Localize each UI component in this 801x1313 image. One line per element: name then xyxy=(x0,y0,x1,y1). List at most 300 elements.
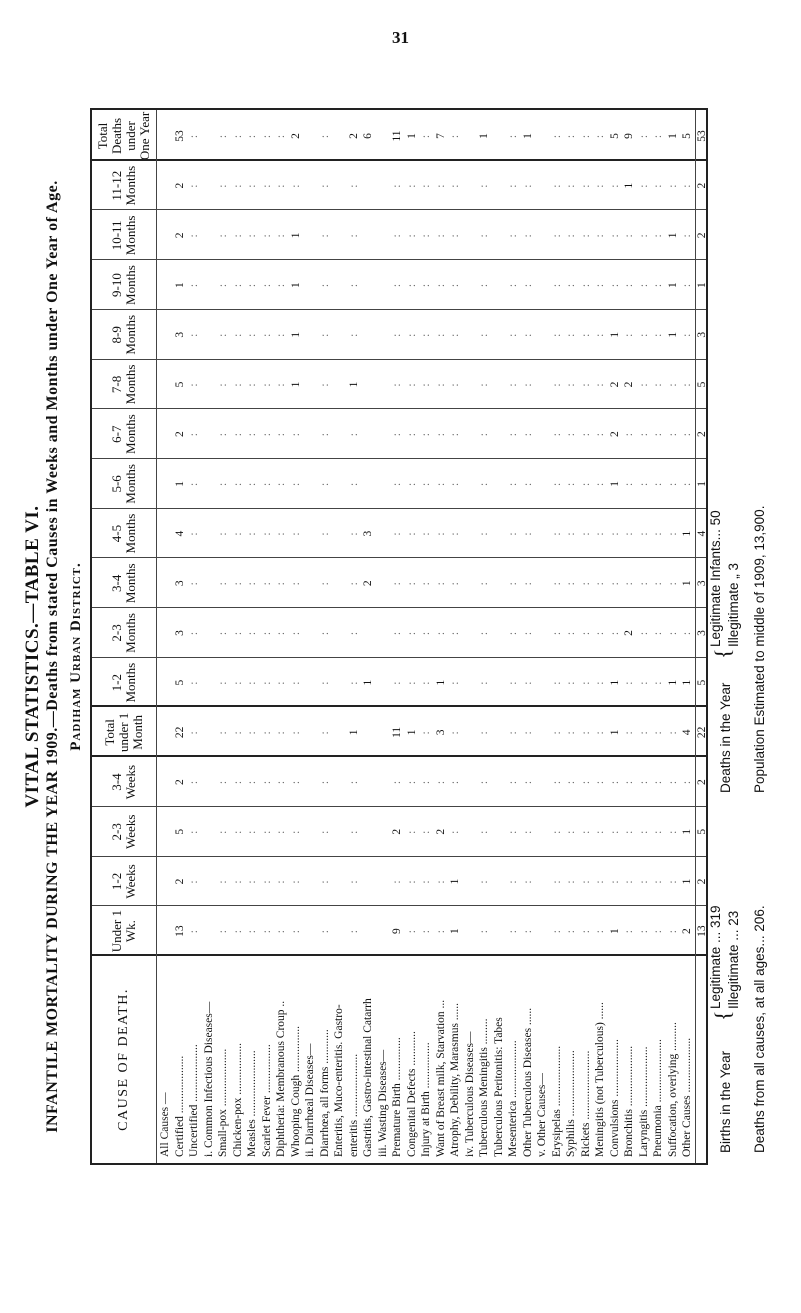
table-cell xyxy=(202,807,217,857)
cause-label: Tuberculous Meningitis ......... xyxy=(478,1018,490,1157)
table-cell: : xyxy=(637,829,650,834)
table-cell: : xyxy=(188,779,200,785)
table-cell: : xyxy=(652,779,664,785)
table-cell: : xyxy=(260,581,273,586)
table-cell xyxy=(332,459,347,509)
table-cell: 1 xyxy=(695,282,708,288)
table-cell xyxy=(463,608,478,658)
table-cell: : xyxy=(231,432,244,437)
table-cell: : xyxy=(275,829,287,834)
table-cell: : xyxy=(217,282,229,288)
deaths-brace: { xyxy=(710,648,735,659)
table-cell: : xyxy=(608,531,621,536)
table-cell: : xyxy=(594,432,606,437)
table-cell: : xyxy=(318,680,331,685)
table-cell: : xyxy=(434,630,447,636)
table-cell: 1 xyxy=(173,480,186,487)
column-divider xyxy=(92,557,706,558)
table-row xyxy=(637,110,652,1163)
table-cell: 5 xyxy=(173,679,186,686)
table-cell xyxy=(376,260,391,310)
table-cell xyxy=(202,409,217,459)
table-cell xyxy=(158,310,173,360)
table-cell: : xyxy=(521,779,534,785)
table-cell: : xyxy=(594,531,606,536)
table-cell: : xyxy=(594,481,606,486)
table-cell: : xyxy=(478,183,490,188)
table-cell: : xyxy=(478,929,490,934)
table-cell: : xyxy=(246,282,258,288)
table-cell: : xyxy=(289,481,302,486)
table-cell xyxy=(332,161,347,211)
table-cell xyxy=(332,658,347,708)
table-cell xyxy=(202,608,217,658)
column-divider xyxy=(92,159,706,161)
table-cell: : xyxy=(550,382,563,387)
table-cell: : xyxy=(449,829,461,834)
table-cell: : xyxy=(449,581,461,586)
table-cell: : xyxy=(420,581,432,586)
table-cell: 1 xyxy=(681,580,693,587)
table-cell: : xyxy=(217,382,229,387)
table-cell: : xyxy=(507,779,519,785)
table-cell: : xyxy=(550,730,563,735)
table-cell: : xyxy=(579,829,592,834)
table-cell: : xyxy=(507,929,519,934)
table-cell xyxy=(158,757,173,807)
table-cell: : xyxy=(318,630,331,636)
table-cell: 2 xyxy=(681,928,693,935)
table-cell: : xyxy=(521,829,534,834)
table-cell: 1 xyxy=(681,828,693,835)
table-cell: : xyxy=(594,183,606,188)
table-cell: : xyxy=(246,332,258,337)
table-cell: : xyxy=(405,929,418,934)
table-cell xyxy=(158,409,173,459)
table-cell: 2 xyxy=(695,232,708,239)
table-cell: 3 xyxy=(173,580,186,587)
table-cell: : xyxy=(579,481,592,486)
table-cell: : xyxy=(637,879,650,884)
cause-label: Rickets ........................ xyxy=(579,1050,592,1157)
table-cell xyxy=(202,708,217,758)
table-cell: 9 xyxy=(391,928,403,935)
table-cell: 1 xyxy=(608,679,621,686)
table-cell: : xyxy=(246,730,258,735)
table-cell: : xyxy=(637,233,650,238)
column-header: Total Deaths under One Year xyxy=(95,111,152,161)
table-cell xyxy=(463,211,478,261)
table-cell: 2 xyxy=(608,381,621,388)
table-cell: : xyxy=(420,680,432,685)
cause-column-header: CAUSE OF DEATH. xyxy=(116,988,131,1131)
table-cell: : xyxy=(289,581,302,586)
table-cell: : xyxy=(434,779,447,785)
table-cell: : xyxy=(608,233,621,238)
table-cell: : xyxy=(623,730,635,735)
table-cell xyxy=(535,658,550,708)
cause-label: Meningitis (not Tuberculous) ...... xyxy=(594,1002,606,1157)
table-cell xyxy=(361,360,376,410)
table-cell: 2 xyxy=(695,431,708,438)
table-cell xyxy=(492,608,507,658)
table-cell: : xyxy=(391,332,403,337)
table-cell: 2 xyxy=(434,828,447,835)
table-cell xyxy=(535,509,550,559)
table-cell: : xyxy=(579,879,592,884)
table-cell: : xyxy=(608,879,621,884)
table-cell: : xyxy=(478,233,490,238)
table-cell: 1 xyxy=(173,282,186,288)
table-cell xyxy=(463,658,478,708)
table-cell: 2 xyxy=(623,630,635,636)
table-cell: 2 xyxy=(608,431,621,438)
table-cell: : xyxy=(318,929,331,934)
table-cell xyxy=(492,360,507,410)
table-cell: : xyxy=(260,183,273,188)
column-divider xyxy=(92,508,706,509)
table-row xyxy=(550,110,565,1163)
table-cell: : xyxy=(347,630,360,636)
table-cell xyxy=(376,906,391,956)
table-cell: : xyxy=(246,233,258,238)
column-divider xyxy=(92,359,706,360)
table-cell: : xyxy=(521,879,534,884)
table-cell: : xyxy=(565,779,577,785)
table-cell xyxy=(535,260,550,310)
table-cell: : xyxy=(521,382,534,387)
table-cell: : xyxy=(420,332,432,337)
table-cell: : xyxy=(623,531,635,536)
column-header: 8-9 Months xyxy=(109,314,138,355)
table-cell xyxy=(535,757,550,807)
table-cell: : xyxy=(188,382,200,387)
table-cell: 2 xyxy=(623,381,635,388)
table-cell: : xyxy=(666,481,679,486)
table-cell: : xyxy=(318,183,331,188)
table-cell: : xyxy=(231,282,244,288)
table-cell: : xyxy=(246,630,258,636)
table-cell: : xyxy=(579,332,592,337)
table-cell xyxy=(361,459,376,509)
table-cell: : xyxy=(623,680,635,685)
page-title xyxy=(22,0,44,1313)
table-cell xyxy=(158,558,173,608)
table-cell xyxy=(332,111,347,161)
table-cell xyxy=(332,757,347,807)
deaths-all-ages: Deaths from all causes, at all ages... 206. xyxy=(752,905,767,1153)
table-cell: : xyxy=(318,133,331,139)
table-cell: : xyxy=(405,481,418,486)
table-cell: 2 xyxy=(347,133,360,139)
table-cell: 1 xyxy=(608,729,621,736)
table-cell: : xyxy=(478,382,490,387)
table-cell: : xyxy=(449,332,461,337)
table-cell xyxy=(535,360,550,410)
table-row xyxy=(274,110,289,1163)
table-cell: : xyxy=(246,133,258,139)
table-cell xyxy=(361,757,376,807)
table-cell: : xyxy=(478,531,490,536)
table-cell: : xyxy=(289,680,302,685)
births-illegitimate: Illegitimate ... 23 xyxy=(726,910,741,1009)
table-cell: : xyxy=(188,183,200,188)
table-cell xyxy=(376,459,391,509)
table-cell: : xyxy=(260,879,273,884)
table-cell: : xyxy=(231,183,244,188)
table-cell: : xyxy=(652,929,664,934)
table-cell xyxy=(376,111,391,161)
table-cell: 1 xyxy=(681,530,693,537)
table-cell: : xyxy=(231,481,244,486)
table-cell: : xyxy=(608,779,621,785)
deaths-label: Deaths in the Year xyxy=(718,682,733,793)
table-cell: : xyxy=(289,432,302,437)
table-cell xyxy=(303,360,318,410)
table-cell: : xyxy=(420,779,432,785)
table-cell: : xyxy=(550,481,563,486)
table-cell xyxy=(535,708,550,758)
table-cell xyxy=(463,161,478,211)
column-divider xyxy=(92,259,706,260)
table-cell: : xyxy=(521,481,534,486)
table-cell: : xyxy=(507,432,519,437)
table-cell: : xyxy=(347,829,360,834)
table-cell: : xyxy=(449,481,461,486)
table-cell: : xyxy=(623,581,635,586)
table-row xyxy=(506,110,521,1163)
table-cell: : xyxy=(347,481,360,486)
table-cell: : xyxy=(507,233,519,238)
table-cell xyxy=(332,906,347,956)
table-cell: : xyxy=(478,879,490,884)
table-cell: : xyxy=(565,183,577,188)
table-cell: : xyxy=(391,630,403,636)
table-cell: 5 xyxy=(681,133,693,139)
table-cell xyxy=(332,509,347,559)
cause-label: Whooping Cough ................ xyxy=(289,1026,302,1157)
table-row xyxy=(173,110,188,1163)
table-cell: : xyxy=(449,133,461,139)
table-cell: 1 xyxy=(434,679,447,686)
table-cell: : xyxy=(449,183,461,188)
column-header: 5-6 Months xyxy=(109,464,138,504)
column-header: 2-3 Weeks xyxy=(109,814,138,849)
table-cell: 5 xyxy=(695,381,708,388)
cause-label: Small-pox .................... xyxy=(217,1048,229,1157)
deaths-legitimate: Legitimate Infants... 50 xyxy=(708,510,723,647)
table-cell xyxy=(158,807,173,857)
cause-label: Suffocation, overlying .......... xyxy=(666,1022,679,1157)
cause-label: Uncertified .................... xyxy=(188,1044,200,1157)
table-cell: : xyxy=(260,481,273,486)
table-cell xyxy=(303,310,318,360)
table-cell: : xyxy=(507,382,519,387)
table-cell: : xyxy=(391,581,403,586)
table-row xyxy=(535,110,550,1163)
table-cell xyxy=(303,658,318,708)
table-cell xyxy=(376,558,391,608)
table-cell: 6 xyxy=(362,133,374,139)
table-cell: : xyxy=(637,730,650,735)
table-cell: : xyxy=(246,879,258,884)
table-cell: : xyxy=(405,581,418,586)
table-cell: 2 xyxy=(362,580,374,587)
table-cell xyxy=(361,161,376,211)
table-cell: : xyxy=(420,481,432,486)
table-cell: : xyxy=(217,929,229,934)
table-cell: : xyxy=(217,481,229,486)
district-name: Padiham Urban District. xyxy=(68,562,84,751)
table-cell: : xyxy=(347,233,360,238)
table-row xyxy=(608,110,623,1163)
table-cell: : xyxy=(246,929,258,934)
table-cell: : xyxy=(681,432,693,437)
table-cell xyxy=(361,807,376,857)
table-cell xyxy=(361,260,376,310)
cause-label: ii. Diarrhœal Diseases— xyxy=(304,1043,316,1157)
table-cell: 53 xyxy=(173,130,186,142)
table-title: INFANTILE MORTALITY DURING THE YEAR 1909.—Deaths from stated Causes in Weeks and Months under One Year of Age. xyxy=(44,180,61,1133)
table-cell: 1 xyxy=(405,729,418,736)
table-cell: : xyxy=(318,481,331,486)
table-cell: : xyxy=(260,432,273,437)
table-cell: : xyxy=(289,779,302,785)
table-cell xyxy=(202,658,217,708)
table-cell: 1 xyxy=(666,282,679,288)
table-cell xyxy=(202,459,217,509)
table-row xyxy=(202,110,217,1163)
table-cell: : xyxy=(275,282,287,288)
column-header: 7-8 Months xyxy=(109,364,138,405)
table-cell: : xyxy=(594,929,606,934)
table-cell: : xyxy=(246,183,258,188)
column-divider xyxy=(92,806,706,807)
table-cell: : xyxy=(652,829,664,834)
table-cell: : xyxy=(681,332,693,337)
table-cell: : xyxy=(594,233,606,238)
column-header: 3-4 Months xyxy=(109,563,138,604)
table-cell: : xyxy=(652,630,664,636)
table-cell: : xyxy=(550,133,563,139)
table-cell: : xyxy=(550,282,563,288)
table-cell xyxy=(492,509,507,559)
table-cell xyxy=(492,757,507,807)
table-cell xyxy=(303,558,318,608)
table-cell xyxy=(332,708,347,758)
table-cell: : xyxy=(550,929,563,934)
table-cell: : xyxy=(579,531,592,536)
table-cell: 13 xyxy=(173,925,186,937)
table-cell: : xyxy=(478,282,490,288)
table-cell: : xyxy=(246,481,258,486)
column-header: 6-7 Months xyxy=(109,414,138,455)
table-cell: : xyxy=(608,581,621,586)
table-cell: : xyxy=(231,829,244,834)
table-cell: : xyxy=(666,382,679,387)
table-cell: : xyxy=(565,481,577,486)
cause-label: Other Tuberculous Diseases ...... xyxy=(521,1007,534,1157)
table-row xyxy=(492,110,507,1163)
table-cell: : xyxy=(449,730,461,735)
table-cell xyxy=(463,757,478,807)
table-cell: : xyxy=(318,879,331,884)
table-row xyxy=(245,110,260,1163)
table-cell: 1 xyxy=(666,679,679,686)
column-divider xyxy=(92,755,706,757)
cause-label: i. Common Infectious Diseases— xyxy=(202,1001,215,1157)
cause-label: Scarlet Fever ................. xyxy=(260,1044,273,1157)
table-cell xyxy=(202,558,217,608)
table-cell xyxy=(492,211,507,261)
table-cell: : xyxy=(217,432,229,437)
table-cell: 3 xyxy=(362,530,374,537)
table-cell: : xyxy=(246,382,258,387)
table-cell xyxy=(492,260,507,310)
table-cell: : xyxy=(420,531,432,536)
table-cell: : xyxy=(652,183,664,188)
table-cell xyxy=(376,658,391,708)
cause-label: Want of Breast milk, Starvation ... xyxy=(434,999,447,1157)
table-cell: 13 xyxy=(695,925,708,937)
table-cell: : xyxy=(318,581,331,586)
table-cell: 1 xyxy=(289,331,302,338)
table-cell: 3 xyxy=(695,630,708,636)
table-cell: : xyxy=(260,531,273,536)
table-cell: : xyxy=(652,382,664,387)
table-row xyxy=(695,110,710,1163)
table-cell: : xyxy=(594,680,606,685)
table-cell: : xyxy=(507,829,519,834)
table-cell: : xyxy=(521,680,534,685)
table-cell: : xyxy=(652,581,664,586)
table-cell xyxy=(535,310,550,360)
table-cell xyxy=(158,211,173,261)
table-cell: : xyxy=(318,730,331,735)
table-cell: : xyxy=(637,531,650,536)
table-cell: 2 xyxy=(173,182,186,189)
table-row xyxy=(405,110,420,1163)
table-cell: : xyxy=(637,481,650,486)
table-cell: : xyxy=(188,829,200,834)
table-cell: 3 xyxy=(695,331,708,338)
table-cell: : xyxy=(681,630,693,636)
table-row xyxy=(260,110,275,1163)
table-cell: : xyxy=(188,630,200,636)
table-cell xyxy=(303,260,318,310)
table-cell: : xyxy=(507,680,519,685)
cause-label: Bronchitis ..................... xyxy=(623,1045,635,1157)
table-cell: : xyxy=(217,779,229,785)
table-cell: : xyxy=(507,879,519,884)
table-cell: 1 xyxy=(608,480,621,487)
table-cell: : xyxy=(246,779,258,785)
table-cell xyxy=(158,906,173,956)
column-divider xyxy=(92,458,706,459)
table-cell: : xyxy=(289,730,302,735)
table-row xyxy=(187,110,202,1163)
table-cell xyxy=(202,161,217,211)
table-cell: : xyxy=(275,481,287,486)
table-cell: : xyxy=(637,332,650,337)
table-cell xyxy=(492,558,507,608)
table-cell: : xyxy=(565,332,577,337)
table-row xyxy=(521,110,536,1163)
table-cell: : xyxy=(246,680,258,685)
column-header: 11-12 Months xyxy=(109,165,138,206)
table-cell: : xyxy=(565,432,577,437)
table-cell xyxy=(376,708,391,758)
